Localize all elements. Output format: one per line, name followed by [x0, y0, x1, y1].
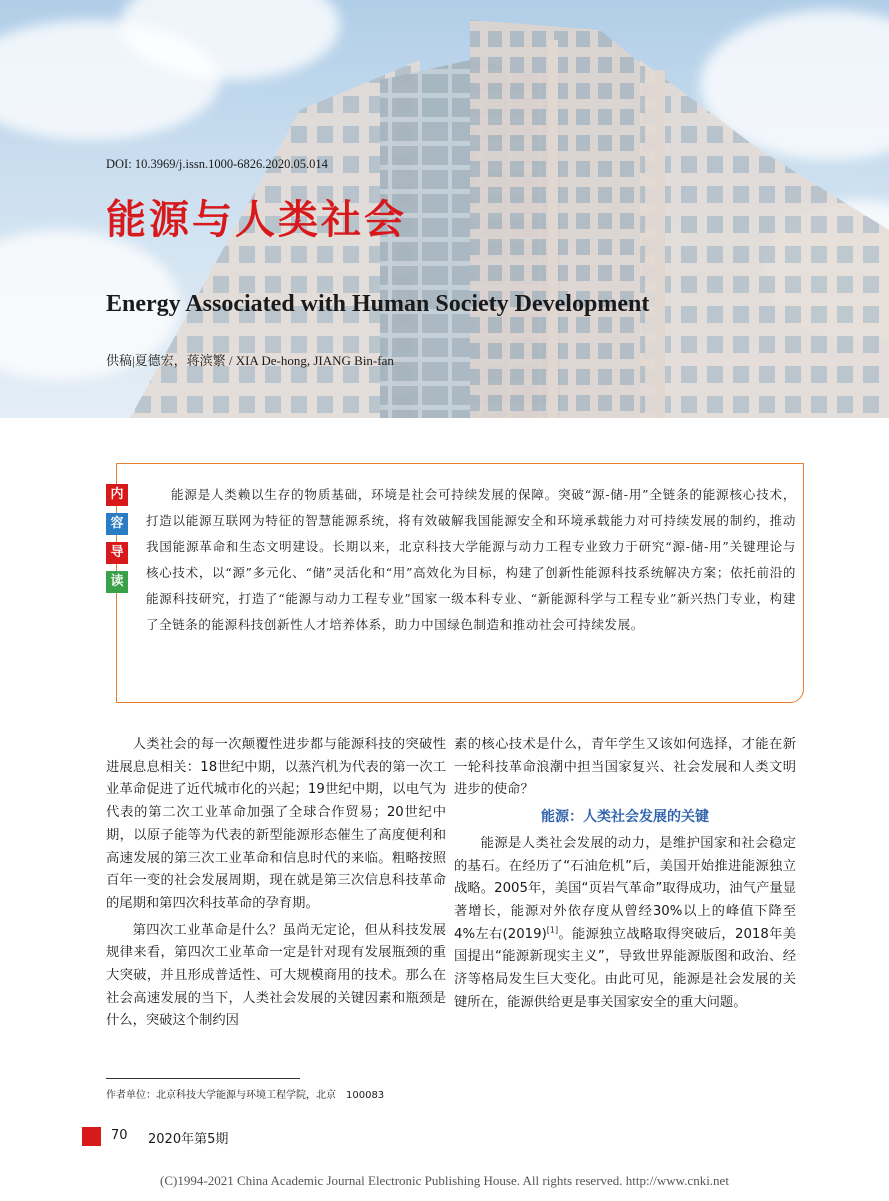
doi-line: DOI: 10.3969/j.issn.1000-6826.2020.05.014	[106, 157, 328, 171]
page-marker-square	[82, 1127, 101, 1146]
abstract-text: 能源是人类赖以生存的物质基础，环境是社会可持续发展的保障。突破“源-储-用”全链条的能源核心技术，打造以能源互联网为特征的智慧能源系统，将有效破解我国能源安全和环境承载能力对可持续发展的制约，推动我国能源革命和生态文明建设。长期以来，北京科技大学能源与动力工程专业致力于研究“源-储-用”关键理论与核心技术，以“源”多元化、“储”灵活化和“用”高效化为目标，构建了创新性能源科技系统解决方案；依托前沿的能源科技研究，打造了“能源与动力工程专业”国家一级本科专业、“新能源科学与工程专业”新兴热门专业，构建了全链条的能源科技创新性人才培养体系，助力中国绿色制造和推动社会可持续发展。	[146, 487, 796, 632]
abstract-tag: 内	[106, 484, 128, 506]
body-column-left	[106, 734, 446, 1037]
copyright-line: (C)1994-2021 China Academic Journal Electronic Publishing House. All rights reserved. http://www.cnki.net	[160, 1173, 729, 1188]
body-paragraph	[454, 833, 796, 1015]
body-paragraph: 素的核心技术是什么，青年学生又该如何选择，才能在新一轮科技革命浪潮中担当国家复兴、社会发展和人类文明进步的使命？	[454, 737, 796, 798]
author-affiliation: 作者单位：北京科技大学能源与环境工程学院，北京 100083	[106, 1090, 385, 1101]
article-title-en: Energy Associated with Human Society Development	[106, 291, 650, 317]
section-heading: 能源：人类社会发展的关键	[541, 809, 709, 826]
body-column-right	[454, 734, 796, 1018]
abstract-tag: 容	[106, 513, 128, 535]
body-paragraph: 第四次工业革命是什么？虽尚无定论，但从科技发展规律来看，第四次工业革命一定是针对现有发展瓶颈的重大突破，并且形成普适性、可大规模商用的技术。那么在社会高速发展的当下，人类社会发展的关键因素和瓶颈是什么，突破这个制约因	[106, 922, 446, 1029]
article-title-zh: 能源与人类社会	[106, 197, 407, 243]
paragraph-text: 能源是人类社会发展的动力，是维护国家和社会稳定的基石。在经历了“石油危机”后，美国开始推进能源独立战略。2005年，美国“页岩气革命”取得成功，油气产量显著增长，能源对外依存度从曾经30%以上的峰值下降至4%左右(2019)	[454, 835, 796, 942]
abstract-tags	[106, 484, 128, 600]
abstract-tag: 导	[106, 542, 128, 564]
authors-line: 供稿|夏德宏，蒋滨繁 / XIA De-hong, JIANG Bin-fan	[106, 353, 394, 368]
paragraph-text: 。能源独立战略取得突破后，2018年美国提出“能源新现实主义”，导致世界能源版图和政治、经济等格局发生巨大变化。由此可见，能源是社会发展的关键所在，能源供给更是事关国家安全的重大问题。	[454, 926, 796, 1010]
abstract-tag: 读	[106, 571, 128, 593]
issue-label: 2020年第5期	[148, 1132, 229, 1147]
footnote-divider	[106, 1078, 300, 1079]
citation-ref: [1]	[546, 925, 559, 935]
body-paragraph: 人类社会的每一次颠覆性进步都与能源科技的突破性进展息息相关：18世纪中期，以蒸汽机为代表的第一次工业革命促进了近代城市化的兴起；19世纪中期，以电气为代表的第二次工业革命加强了全球合作贸易；20世纪中期，以原子能等为代表的新型能源形态催生了高度便利和高速发展的第三次工业革命和信息时代的来临。粗略按照百年一变的社会发展周期，现在就是第三次信息科技革命的尾期和第四次科技革命的孕育期。	[106, 737, 446, 911]
page-number: 70	[111, 1128, 128, 1143]
